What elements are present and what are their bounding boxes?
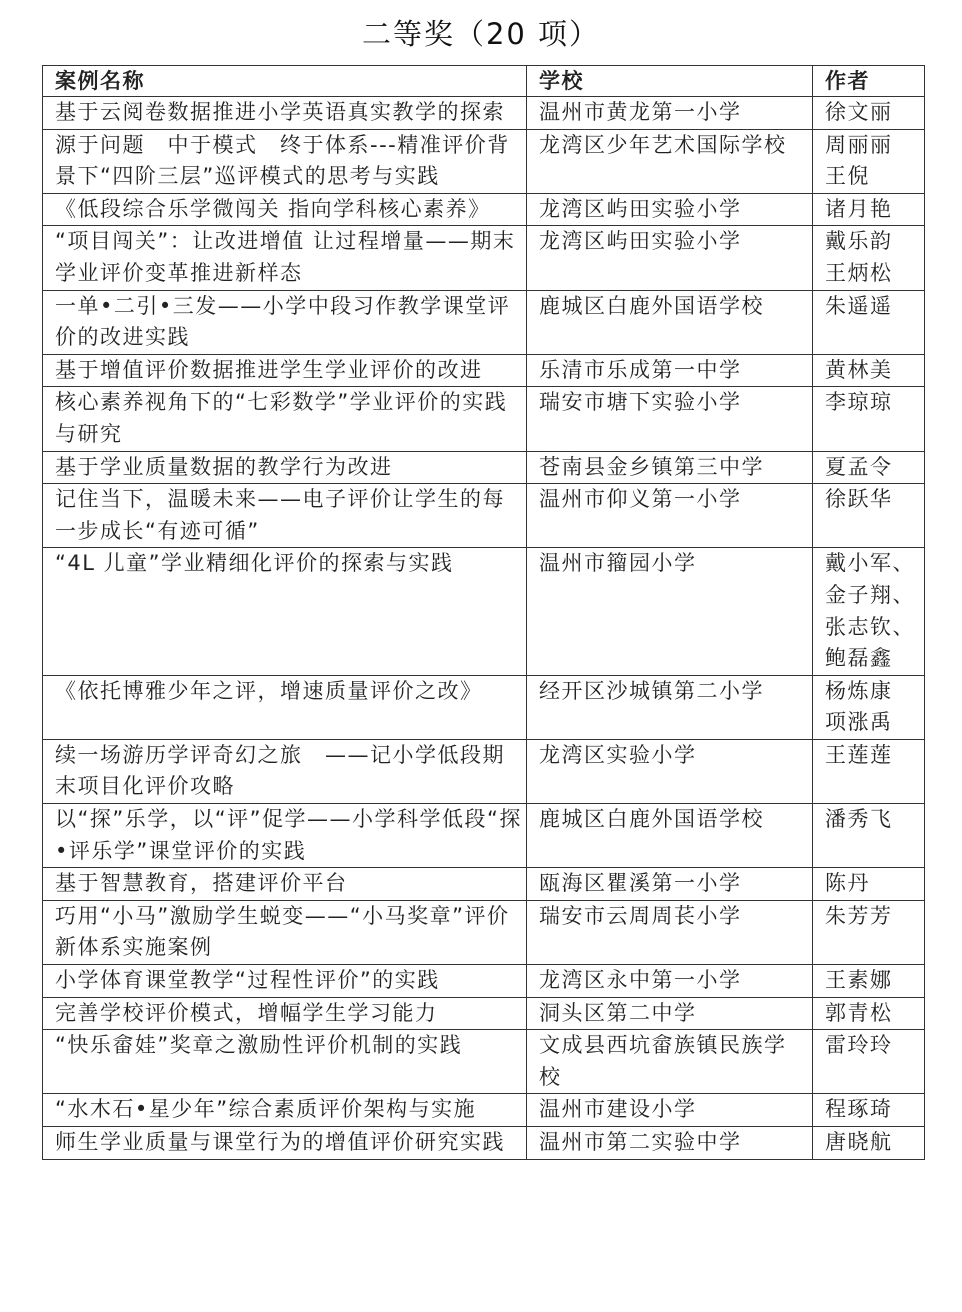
cell-author: 戴乐韵 王炳松: [813, 226, 925, 290]
table-row: [43, 193, 925, 226]
cell-case-name: 《低段综合乐学微闯关 指向学科核心素养》: [43, 193, 527, 226]
cell-school: 温州市建设小学: [527, 1094, 813, 1127]
cell-school: 温州市第二实验中学: [527, 1127, 813, 1160]
cell-case-name: 基于增值评价数据推进学生学业评价的改进: [43, 354, 527, 387]
cell-case-name: 续一场游历学评奇幻之旅 ——记小学低段期末项目化评价攻略: [43, 739, 527, 803]
cell-school: 苍南县金乡镇第三中学: [527, 451, 813, 484]
cell-case-name: “4L 儿童”学业精细化评价的探索与实践: [43, 548, 527, 675]
cell-author: 周丽丽 王倪: [813, 129, 925, 193]
table-row: [43, 290, 925, 354]
cell-school: 文成县西坑畲族镇民族学校: [527, 1030, 813, 1094]
table-row: [43, 226, 925, 290]
cell-case-name: 基于云阅卷数据推进小学英语真实教学的探索: [43, 97, 527, 130]
table-row: [43, 387, 925, 451]
cell-author: 王莲莲: [813, 739, 925, 803]
cell-author: 郭青松: [813, 997, 925, 1030]
cell-case-name: 核心素养视角下的“七彩数学”学业评价的实践与研究: [43, 387, 527, 451]
cell-author: 唐晓航: [813, 1127, 925, 1160]
cell-author: 雷玲玲: [813, 1030, 925, 1094]
header-school: 学校: [527, 66, 813, 97]
cell-case-name: “水木石•星少年”综合素质评价架构与实施: [43, 1094, 527, 1127]
cell-author: 杨炼康 项涨禹: [813, 675, 925, 739]
cell-school: 龙湾区屿田实验小学: [527, 226, 813, 290]
cell-school: 经开区沙城镇第二小学: [527, 675, 813, 739]
cell-case-name: 一单•二引•三发——小学中段习作教学课堂评价的改进实践: [43, 290, 527, 354]
cell-school: 鹿城区白鹿外国语学校: [527, 804, 813, 868]
cell-school: 龙湾区永中第一小学: [527, 965, 813, 998]
cell-case-name: 记住当下，温暖未来——电子评价让学生的每一步成长“有迹可循”: [43, 484, 527, 548]
table-row: [43, 739, 925, 803]
cell-case-name: 巧用“小马”激励学生蜕变——“小马奖章”评价新体系实施案例: [43, 900, 527, 964]
table-row: [43, 97, 925, 130]
cell-school: 温州市仰义第一小学: [527, 484, 813, 548]
table-row: [43, 354, 925, 387]
table-row: [43, 129, 925, 193]
cell-case-name: 完善学校评价模式，增幅学生学习能力: [43, 997, 527, 1030]
table-row: [43, 1127, 925, 1160]
cell-author: 李琼琼: [813, 387, 925, 451]
cell-school: 鹿城区白鹿外国语学校: [527, 290, 813, 354]
cell-case-name: 基于学业质量数据的教学行为改进: [43, 451, 527, 484]
cell-school: 温州市黄龙第一小学: [527, 97, 813, 130]
header-author: 作者: [813, 66, 925, 97]
cell-case-name: 基于智慧教育，搭建评价平台: [43, 868, 527, 901]
cell-school: 瓯海区瞿溪第一小学: [527, 868, 813, 901]
table-body: [43, 97, 925, 1160]
cell-author: 徐文丽: [813, 97, 925, 130]
cell-author: 陈丹: [813, 868, 925, 901]
cell-case-name: 师生学业质量与课堂行为的增值评价研究实践: [43, 1127, 527, 1160]
awards-table: [42, 65, 925, 1160]
cell-school: 瑞安市塘下实验小学: [527, 387, 813, 451]
cell-author: 夏孟令: [813, 451, 925, 484]
cell-author: 黄林美: [813, 354, 925, 387]
cell-school: 洞头区第二中学: [527, 997, 813, 1030]
cell-author: 戴小军、金子翔、张志钦、鲍磊鑫: [813, 548, 925, 675]
table-row: [43, 1094, 925, 1127]
cell-case-name: “快乐畲娃”奖章之激励性评价机制的实践: [43, 1030, 527, 1094]
cell-author: 徐跃华: [813, 484, 925, 548]
cell-author: 潘秀飞: [813, 804, 925, 868]
table-row: [43, 804, 925, 868]
table-row: [43, 900, 925, 964]
cell-school: 温州市籀园小学: [527, 548, 813, 675]
cell-author: 程琢琦: [813, 1094, 925, 1127]
cell-school: 瑞安市云周周苌小学: [527, 900, 813, 964]
cell-case-name: “项目闯关”：让改进增值 让过程增量——期末学业评价变革推进新样态: [43, 226, 527, 290]
cell-school: 龙湾区实验小学: [527, 739, 813, 803]
table-row: [43, 451, 925, 484]
table-header-row: [43, 66, 925, 97]
cell-school: 龙湾区少年艺术国际学校: [527, 129, 813, 193]
cell-school: 龙湾区屿田实验小学: [527, 193, 813, 226]
table-row: [43, 868, 925, 901]
cell-case-name: 以“探”乐学，以“评”促学——小学科学低段“探•评乐学”课堂评价的实践: [43, 804, 527, 868]
table-row: [43, 484, 925, 548]
cell-case-name: 小学体育课堂教学“过程性评价”的实践: [43, 965, 527, 998]
table-row: [43, 548, 925, 675]
header-case-name: 案例名称: [43, 66, 527, 97]
table-row: [43, 675, 925, 739]
cell-author: 朱芳芳: [813, 900, 925, 964]
cell-author: 王素娜: [813, 965, 925, 998]
page-title: 二等奖（20 项）: [361, 17, 601, 51]
table-row: [43, 965, 925, 998]
cell-author: 诸月艳: [813, 193, 925, 226]
cell-case-name: 《依托博雅少年之评，增速质量评价之改》: [43, 675, 527, 739]
table-row: [43, 1030, 925, 1094]
cell-school: 乐清市乐成第一中学: [527, 354, 813, 387]
table-row: [43, 997, 925, 1030]
cell-case-name: 源于问题 中于模式 终于体系---精准评价背景下“四阶三层”巡评模式的思考与实践: [43, 129, 527, 193]
cell-author: 朱遥遥: [813, 290, 925, 354]
